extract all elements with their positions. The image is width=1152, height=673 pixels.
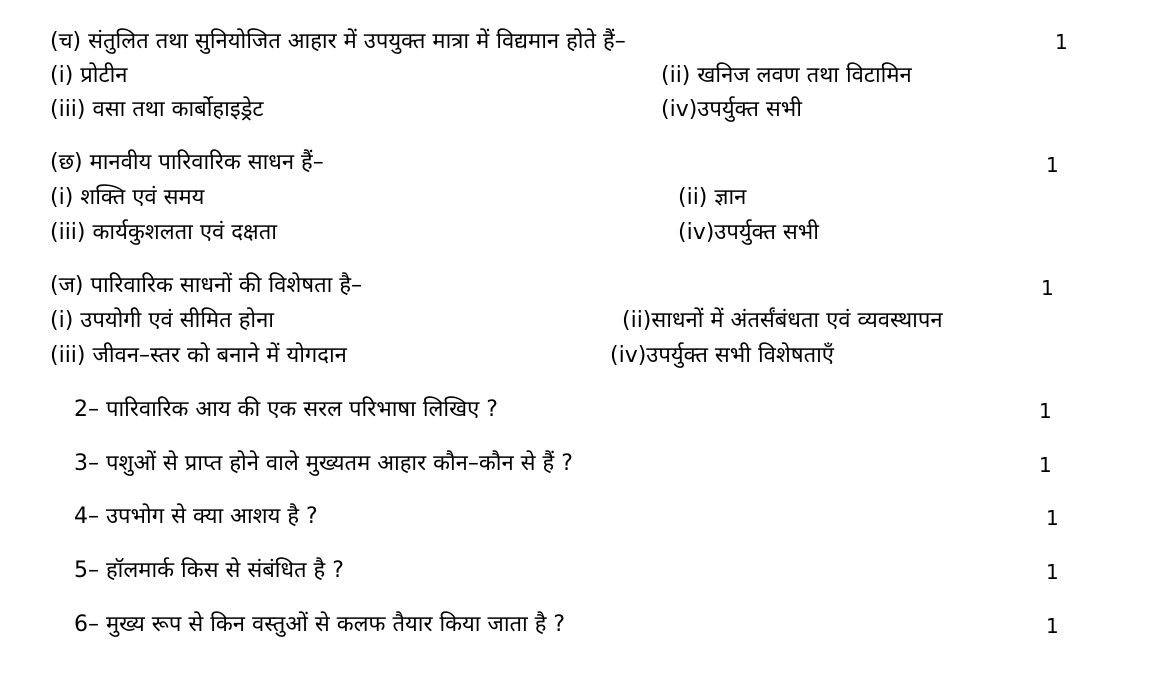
question-ja-option-1: (i) उपयोगी एवं सीमित होना (50, 308, 274, 333)
question-chha-option-3: (iii) कार्यकुशलता एवं दक्षता (50, 220, 277, 245)
question-2-marks: 1 (1039, 399, 1052, 423)
question-cha-marks: 1 (1055, 30, 1068, 54)
question-ja-option-3: (iii) जीवन–स्तर को बनाने में योगदान (50, 343, 347, 368)
question-6-text: 6– मुख्य रूप से किन वस्तुओं से कलफ तैयार किया जाता है ? (74, 612, 566, 637)
question-4-marks: 1 (1046, 506, 1059, 530)
question-cha-option-4: (iv)उपर्युक्त सभी (661, 97, 802, 122)
question-chha-option-1: (i) शक्ति एवं समय (50, 185, 205, 210)
question-cha-option-1: (i) प्रोटीन (50, 63, 128, 88)
question-3-text: 3– पशुओं से प्राप्त होने वाले मुख्यतम आहार कौन–कौन से हैं ? (74, 451, 573, 476)
question-5-text: 5– हॉलमार्क किस से संबंधित है ? (74, 558, 344, 583)
question-chha-marks: 1 (1046, 153, 1059, 177)
question-chha-stem: (छ) मानवीय पारिवारिक साधन हैं– (50, 150, 324, 175)
question-cha-stem: (च) संतुलित तथा सुनियोजित आहार में उपयुक्त मात्रा में विद्यमान होते हैं– (50, 29, 626, 54)
question-ja-option-4: (iv)उपर्युक्त सभी विशेषताएँ (610, 343, 834, 368)
question-6-marks: 1 (1046, 614, 1059, 638)
question-ja-option-2: (ii)साधनों में अंतर्संबंधता एवं व्यवस्थापन (622, 308, 943, 333)
question-4-text: 4– उपभोग से क्या आशय है ? (74, 504, 318, 529)
question-ja-marks: 1 (1041, 276, 1054, 300)
question-cha-option-2: (ii) खनिज लवण तथा विटामिन (661, 63, 912, 88)
question-ja-stem: (ज) पारिवारिक साधनों की विशेषता है– (50, 273, 362, 298)
question-chha-option-2: (ii) ज्ञान (678, 185, 747, 210)
question-cha-option-3: (iii) वसा तथा कार्बोहाइड्रेट (50, 97, 264, 122)
question-2-text: 2– पारिवारिक आय की एक सरल परिभाषा लिखिए ? (74, 397, 498, 422)
question-5-marks: 1 (1046, 560, 1059, 584)
question-chha-option-4: (iv)उपर्युक्त सभी (678, 220, 819, 245)
question-3-marks: 1 (1039, 453, 1052, 477)
